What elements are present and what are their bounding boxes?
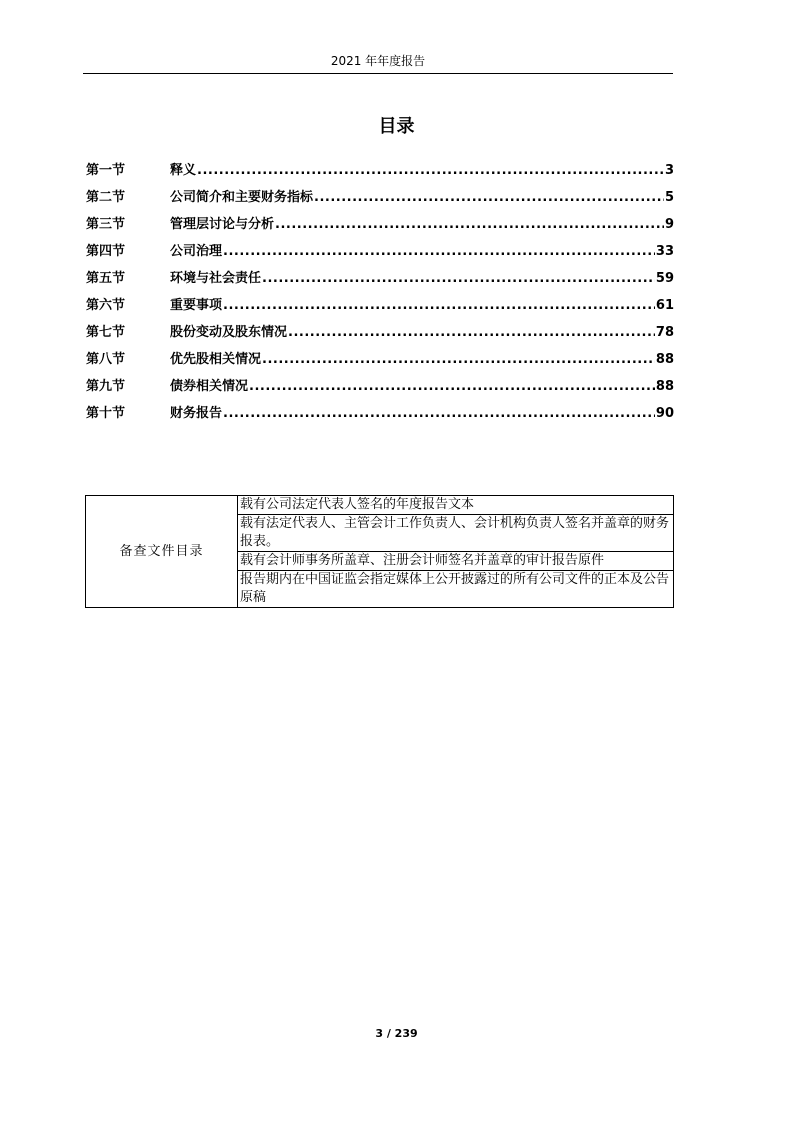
page-header [83, 52, 673, 74]
toc-section-title: 环境与社会责任 [170, 271, 262, 286]
toc-leader-dots [275, 215, 664, 235]
toc-page-number: 5 [664, 190, 674, 205]
toc-entry[interactable] [86, 161, 674, 188]
reference-document-item: 报告期内在中国证监会指定媒体上公开披露过的所有公司文件的正本及公告原稿 [238, 571, 674, 608]
table-row [86, 496, 674, 515]
page-title: 目录 [378, 116, 415, 137]
toc-section-title: 公司治理 [170, 244, 223, 259]
toc-page-number: 61 [655, 298, 674, 313]
toc-page-number: 90 [655, 406, 674, 421]
toc-page-number: 3 [664, 163, 674, 178]
page-footer [0, 1027, 793, 1040]
toc-section-title: 股份变动及股东情况 [170, 325, 288, 340]
toc-leader-dots [314, 188, 664, 208]
toc-entry[interactable] [86, 215, 674, 242]
toc-entry[interactable] [86, 188, 674, 215]
toc-entry[interactable] [86, 242, 674, 269]
toc-section-number: 第二节 [86, 190, 126, 205]
toc-leader-dots [262, 350, 655, 370]
toc-section-title: 管理层讨论与分析 [170, 217, 275, 232]
toc-leader-dots [223, 296, 655, 316]
toc-section-number: 第三节 [86, 217, 126, 232]
toc-leader-dots [262, 269, 655, 289]
toc-section-title: 优先股相关情况 [170, 352, 262, 367]
toc-section-title: 财务报告 [170, 406, 223, 421]
toc-leader-dots [288, 323, 655, 343]
toc-section-number: 第七节 [86, 325, 126, 340]
toc-entry[interactable] [86, 296, 674, 323]
toc-section-number: 第五节 [86, 271, 126, 286]
toc-page-number: 59 [655, 271, 674, 286]
reference-documents-table [85, 495, 674, 608]
toc-section-number: 第六节 [86, 298, 126, 313]
toc-entry[interactable] [86, 269, 674, 296]
toc-section-number: 第一节 [86, 163, 126, 178]
toc-section-number: 第四节 [86, 244, 126, 259]
table-of-contents [86, 161, 674, 431]
reference-document-item: 载有法定代表人、主管会计工作负责人、会计机构负责人签名并盖章的财务报表。 [238, 515, 674, 552]
toc-entry[interactable] [86, 404, 674, 431]
toc-page-number: 9 [664, 217, 674, 232]
toc-leader-dots [223, 404, 655, 424]
toc-entry[interactable] [86, 377, 674, 404]
toc-section-number: 第九节 [86, 379, 126, 394]
header-text: 2021 年年度报告 [330, 54, 426, 68]
toc-section-title: 公司简介和主要财务指标 [170, 190, 314, 205]
toc-section-number: 第十节 [86, 406, 126, 421]
toc-section-number: 第八节 [86, 352, 126, 367]
page-number: 3 / 239 [375, 1027, 418, 1040]
toc-leader-dots [249, 377, 655, 397]
toc-page-number: 78 [655, 325, 674, 340]
reference-document-item: 载有会计师事务所盖章、注册会计师签名并盖章的审计报告原件 [238, 552, 674, 571]
toc-section-title: 债券相关情况 [170, 379, 249, 394]
toc-entry[interactable] [86, 323, 674, 350]
toc-page-number: 88 [655, 352, 674, 367]
reference-document-item: 载有公司法定代表人签名的年度报告文本 [238, 496, 674, 515]
toc-leader-dots [197, 161, 664, 181]
toc-section-title: 重要事项 [170, 298, 223, 313]
toc-page-number: 88 [655, 379, 674, 394]
toc-page-number: 33 [655, 244, 674, 259]
toc-leader-dots [223, 242, 655, 262]
toc-entry[interactable] [86, 350, 674, 377]
toc-section-title: 释义 [170, 163, 197, 178]
reference-documents-label: 备查文件目录 [86, 496, 238, 608]
